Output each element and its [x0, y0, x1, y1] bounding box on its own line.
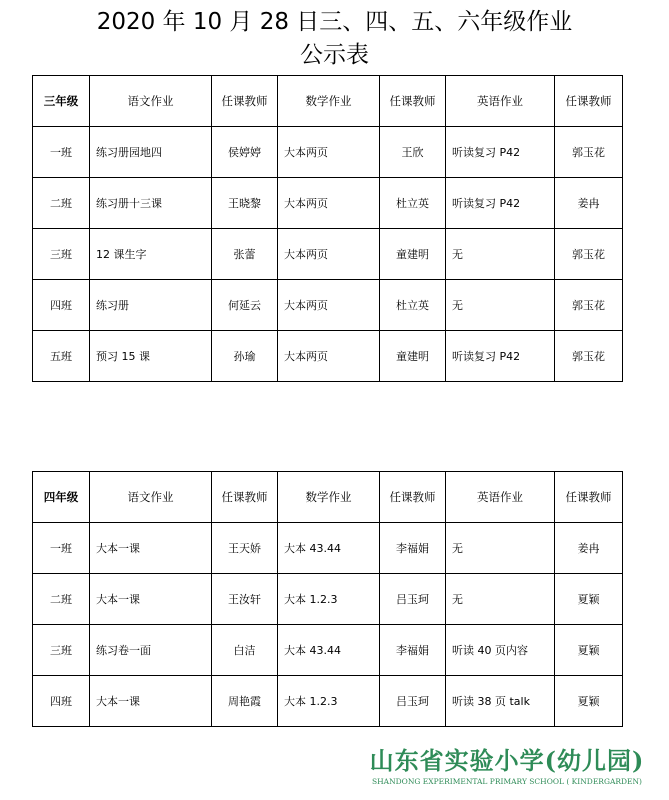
- page-title-line1: 2020 年 10 月 28 日三、四、五、六年级作业: [96, 9, 573, 35]
- table-header-row: [33, 472, 623, 523]
- english-homework-cell: 听读复习 P42: [446, 331, 555, 382]
- chinese-teacher-cell: 周艳霞: [212, 676, 278, 727]
- chinese-homework-cell: 练习册: [90, 280, 212, 331]
- chinese-teacher-cell: 王晓黎: [212, 178, 278, 229]
- class-cell: 三班: [33, 229, 90, 280]
- class-cell: 三班: [33, 625, 90, 676]
- chinese-homework-cell: 12 课生字: [90, 229, 212, 280]
- math-homework-cell: 大本 43.44: [278, 625, 380, 676]
- math-homework-cell: 大本 1.2.3: [278, 574, 380, 625]
- chinese-teacher-cell: 王天娇: [212, 523, 278, 574]
- chinese-homework-cell: 大本一课: [90, 676, 212, 727]
- english-homework-cell: 无: [446, 280, 555, 331]
- class-cell: 四班: [33, 280, 90, 331]
- math-homework-cell: 大本两页: [278, 280, 380, 331]
- chinese-homework-cell: 预习 15 课: [90, 331, 212, 382]
- english-teacher-cell: 郭玉花: [555, 229, 623, 280]
- header-chinese-homework: 语文作业: [90, 76, 212, 127]
- english-homework-cell: 无: [446, 229, 555, 280]
- math-homework-cell: 大本两页: [278, 178, 380, 229]
- math-teacher-cell: 吕玉珂: [380, 676, 446, 727]
- english-homework-cell: 听读复习 P42: [446, 178, 555, 229]
- chinese-homework-cell: 大本一课: [90, 574, 212, 625]
- table-row: [33, 178, 623, 229]
- grade-label: 四年级: [33, 472, 90, 523]
- header-math-homework: 数学作业: [278, 76, 380, 127]
- header-teacher: 任课教师: [555, 472, 623, 523]
- header-teacher: 任课教师: [380, 76, 446, 127]
- header-english-homework: 英语作业: [446, 76, 555, 127]
- english-teacher-cell: 郭玉花: [555, 280, 623, 331]
- chinese-teacher-cell: 侯婷婷: [212, 127, 278, 178]
- math-homework-cell: 大本 1.2.3: [278, 676, 380, 727]
- class-cell: 二班: [33, 178, 90, 229]
- chinese-teacher-cell: 白洁: [212, 625, 278, 676]
- school-name-english: SHANDONG EXPERIMENTAL PRIMARY SCHOOL ( KINDERGARDEN): [372, 777, 642, 786]
- math-homework-cell: 大本两页: [278, 127, 380, 178]
- table-row: [33, 574, 623, 625]
- english-teacher-cell: 郭玉花: [555, 331, 623, 382]
- chinese-homework-cell: 大本一课: [90, 523, 212, 574]
- table-row: [33, 280, 623, 331]
- math-teacher-cell: 李福娟: [380, 625, 446, 676]
- english-teacher-cell: 夏颖: [555, 574, 623, 625]
- math-homework-cell: 大本 43.44: [278, 523, 380, 574]
- chinese-homework-cell: 练习卷一面: [90, 625, 212, 676]
- chinese-teacher-cell: 何延云: [212, 280, 278, 331]
- chinese-teacher-cell: 王汝轩: [212, 574, 278, 625]
- table-row: [33, 676, 623, 727]
- english-teacher-cell: 姜冉: [555, 523, 623, 574]
- math-teacher-cell: 杜立英: [380, 280, 446, 331]
- school-logo: [357, 746, 657, 788]
- grade4-homework-table: [32, 471, 623, 727]
- math-teacher-cell: 吕玉珂: [380, 574, 446, 625]
- grade-label: 三年级: [33, 76, 90, 127]
- math-homework-cell: 大本两页: [278, 331, 380, 382]
- class-cell: 一班: [33, 523, 90, 574]
- chinese-homework-cell: 练习册十三课: [90, 178, 212, 229]
- math-homework-cell: 大本两页: [278, 229, 380, 280]
- school-name-chinese: 山东省实验小学(幼儿园): [369, 746, 645, 775]
- table-row: [33, 625, 623, 676]
- english-teacher-cell: 夏颖: [555, 625, 623, 676]
- math-teacher-cell: 杜立英: [380, 178, 446, 229]
- english-homework-cell: 无: [446, 523, 555, 574]
- grade3-homework-table: [32, 75, 623, 382]
- english-homework-cell: 听读 40 页内容: [446, 625, 555, 676]
- class-cell: 五班: [33, 331, 90, 382]
- header-teacher: 任课教师: [555, 76, 623, 127]
- math-teacher-cell: 童建明: [380, 229, 446, 280]
- chinese-teacher-cell: 张蕾: [212, 229, 278, 280]
- table-row: [33, 127, 623, 178]
- english-homework-cell: 无: [446, 574, 555, 625]
- header-teacher: 任课教师: [212, 472, 278, 523]
- table-header-row: [33, 76, 623, 127]
- english-homework-cell: 听读复习 P42: [446, 127, 555, 178]
- chinese-teacher-cell: 孙瑜: [212, 331, 278, 382]
- table-row: [33, 523, 623, 574]
- english-homework-cell: 听读 38 页 talk: [446, 676, 555, 727]
- header-chinese-homework: 语文作业: [90, 472, 212, 523]
- math-teacher-cell: 王欣: [380, 127, 446, 178]
- class-cell: 一班: [33, 127, 90, 178]
- math-teacher-cell: 童建明: [380, 331, 446, 382]
- table-row: [33, 331, 623, 382]
- class-cell: 四班: [33, 676, 90, 727]
- table-row: [33, 229, 623, 280]
- header-english-homework: 英语作业: [446, 472, 555, 523]
- header-teacher: 任课教师: [212, 76, 278, 127]
- page-title-line2: 公示表: [300, 42, 369, 68]
- header-math-homework: 数学作业: [278, 472, 380, 523]
- chinese-homework-cell: 练习册园地四: [90, 127, 212, 178]
- class-cell: 二班: [33, 574, 90, 625]
- english-teacher-cell: 姜冉: [555, 178, 623, 229]
- math-teacher-cell: 李福娟: [380, 523, 446, 574]
- english-teacher-cell: 夏颖: [555, 676, 623, 727]
- english-teacher-cell: 郭玉花: [555, 127, 623, 178]
- header-teacher: 任课教师: [380, 472, 446, 523]
